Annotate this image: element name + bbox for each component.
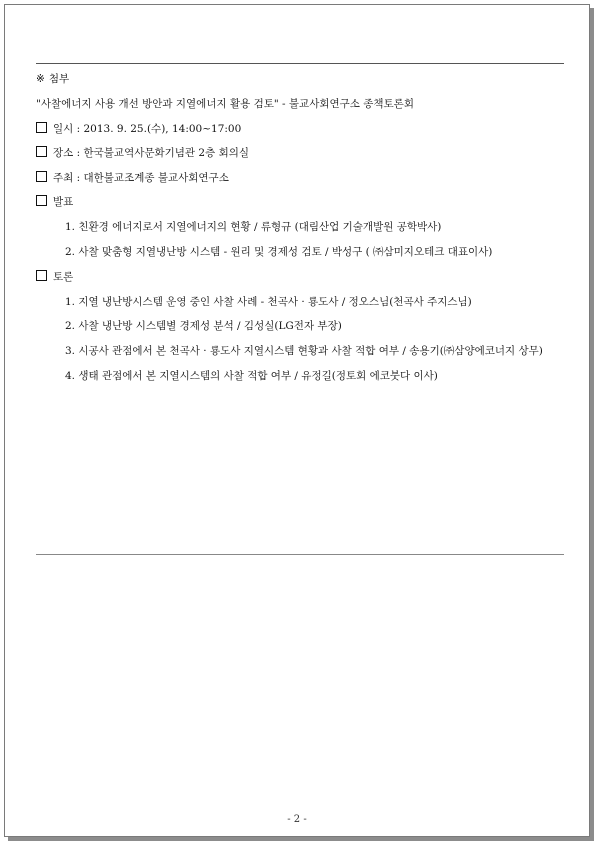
detail-date-text: 일시 : 2013. 9. 25.(수), 14:00~17:00 [53,123,242,135]
discussion-item: 4. 생태 관점에서 본 지열시스템의 사찰 적합 여부 / 유정길(정토회 에코붓다 이사) [65,370,438,382]
document-page [4,4,590,837]
checkbox-square-icon [36,122,47,133]
discussion-heading [36,270,73,284]
detail-host [36,171,229,185]
checkbox-square-icon [36,171,47,182]
header-rule [36,63,564,64]
detail-venue-text: 장소 : 한국불교역사문화기념관 2층 회의실 [53,147,249,159]
detail-venue [36,146,249,160]
presentation-item: 1. 친환경 에너지로서 지열에너지의 현황 / 류형규 (대림산업 기술개발원 공학박사) [65,221,442,233]
checkbox-square-icon [36,195,47,206]
page-number: - 2 - [287,814,307,825]
detail-date [36,122,241,136]
checkbox-square-icon [36,146,47,157]
checkbox-square-icon [36,270,47,281]
event-title: "사찰에너지 사용 개선 방안과 지열에너지 활용 검토" - 불교사회연구소 종책토론회 [36,98,414,110]
reference-mark: ※ [36,73,45,85]
discussion-item: 2. 사찰 냉난방 시스템별 경제성 분석 / 김성실(LG전자 부장) [65,320,342,332]
attachment-heading [36,72,69,86]
presentation-item: 2. 사찰 맞춤형 지열냉난방 시스템 - 원리 및 경제성 검토 / 박성구 ( ㈜삼미지오테크 대표이사) [65,246,493,258]
detail-host-text: 주최 : 대한불교조계종 불교사회연구소 [53,172,229,184]
discussion-heading-text: 토론 [53,271,74,283]
presentation-heading [36,195,73,209]
footer-rule [36,554,564,555]
discussion-item: 3. 시공사 관점에서 본 천곡사 · 룡도사 지열시스템 현황과 사찰 적합 여부 / 송용기(㈜삼양에코너지 상무) [65,345,543,357]
attachment-heading-text: 첨부 [48,73,70,85]
presentation-heading-text: 발표 [53,196,74,208]
discussion-item: 1. 지열 냉난방시스템 운영 중인 사찰 사례 - 천곡사 · 룡도사 / 정오스님(천곡사 주지스님) [65,296,472,308]
